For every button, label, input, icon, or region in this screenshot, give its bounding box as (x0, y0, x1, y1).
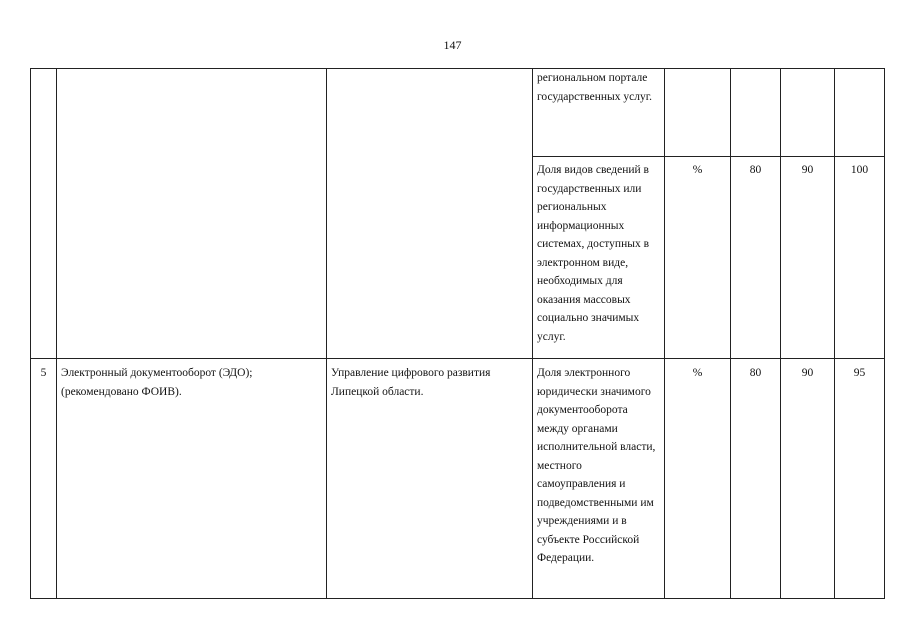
executor-cell: Управление цифрового развития Липецкой области. (327, 359, 533, 599)
value-cell-3: 100 (835, 157, 885, 359)
table-row (31, 359, 885, 599)
value-cell-1 (731, 69, 781, 157)
unit-cell: % (665, 157, 731, 359)
row-number-cell (31, 69, 57, 359)
value-cell-2: 90 (781, 359, 835, 599)
indicator-cell: Доля видов сведений в государственных или региональных информационных системах, доступных в электронном виде, необходимых для оказания массовых социально значимых услуг. (533, 157, 665, 359)
unit-cell (665, 69, 731, 157)
activity-cell: Электронный документооборот (ЭДО); (рекомендовано ФОИВ). (57, 359, 327, 599)
indicators-table (30, 68, 885, 599)
table-row (31, 69, 885, 157)
value-cell-1: 80 (731, 359, 781, 599)
value-cell-3: 95 (835, 359, 885, 599)
value-cell-2: 90 (781, 157, 835, 359)
executor-cell (327, 69, 533, 359)
page-number: 147 (443, 38, 462, 52)
indicator-cell: Доля электронного юридически значимого документооборота между органами исполнительной власти, местного самоуправления и подведомственными им учреждениями и в субъекте Российской Федерации. (533, 359, 665, 599)
indicator-cell: региональном портале государственных услуг. (533, 69, 665, 157)
activity-cell (57, 69, 327, 359)
value-cell-3 (835, 69, 885, 157)
value-cell-1: 80 (731, 157, 781, 359)
unit-cell: % (665, 359, 731, 599)
value-cell-2 (781, 69, 835, 157)
row-number-cell: 5 (31, 359, 57, 599)
